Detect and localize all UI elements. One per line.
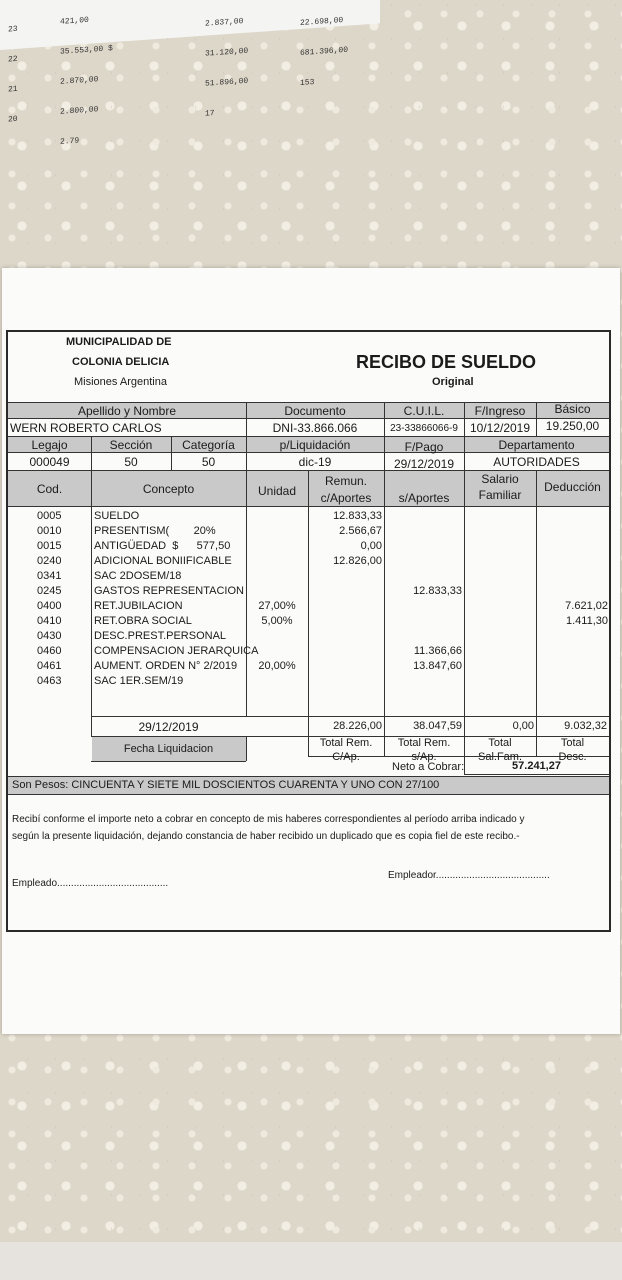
row-concept: GASTOS REPRESENTACION: [94, 585, 244, 597]
bg-number: 421,00: [60, 15, 89, 27]
bg-number: 22: [8, 54, 18, 65]
grid-line: [8, 418, 609, 419]
row-con-aportes: 2.566,67: [339, 525, 382, 537]
employee-section: 50: [124, 455, 138, 469]
liquidation-date-label: Fecha Liquidacion: [123, 743, 214, 755]
row-concept: ANTIGÜEDAD $ 577,50: [94, 540, 231, 552]
amount-in-words: Son Pesos: CINCUENTA Y SIETE MIL DOSCIENTOS CUARENTA Y UNO CON 27/100: [12, 779, 440, 791]
bg-number: 22.698,00: [300, 15, 344, 29]
label-fecha-pago: F/Pago: [404, 440, 444, 454]
label-departamento: Departamento: [498, 438, 575, 452]
row-concept: SAC 2DOSEM/18: [94, 570, 182, 582]
header-remun-2: c/Aportes: [320, 491, 372, 505]
row-concept: SUELDO: [94, 510, 140, 522]
row-code: 0010: [37, 525, 62, 537]
bg-number: 681.396,00: [300, 45, 349, 59]
label-total-sin-1: Total Rem.: [397, 737, 451, 749]
row-con-aportes: 12.826,00: [333, 555, 382, 567]
row-concept: COMPENSACION JERARQUICA: [94, 645, 259, 657]
row-code: 0460: [37, 645, 62, 657]
grid-line: [8, 436, 609, 437]
total-con-aportes: 28.226,00: [333, 720, 382, 732]
header-unidad: Unidad: [257, 484, 297, 498]
employee-category: 50: [201, 455, 216, 469]
row-concept: RET.JUBILACION: [94, 600, 183, 612]
receipt-statement-line2: según la presente liquidación, dejando constancia de haber recibido un duplicado que es copia fiel de este recibo.-: [12, 831, 520, 842]
header-salario-2: Familiar: [478, 488, 522, 502]
basic-salary: 19.250,00: [545, 419, 600, 433]
bg-number: 2.870,00: [60, 75, 99, 87]
employee-hire-date: 10/12/2019: [469, 421, 531, 435]
bg-number: 153: [300, 78, 315, 89]
row-code: 0400: [37, 600, 62, 612]
row-con-aportes: 0,00: [360, 540, 382, 552]
row-code: 0461: [37, 660, 62, 672]
label-total-desc-2: Desc.: [558, 751, 587, 763]
row-deduccion: 1.411,30: [565, 615, 608, 627]
employee-cuil: 23-33866066-9: [390, 423, 458, 434]
label-legajo: Legajo: [31, 438, 68, 452]
row-code: 0245: [37, 585, 62, 597]
bg-number: 31.120,00: [205, 46, 249, 59]
row-code: 0005: [37, 510, 62, 522]
background-column-2: [205, 0, 248, 140]
bg-number: 17: [205, 108, 215, 119]
liquidation-period: dic-19: [298, 455, 332, 469]
employee-signature-line: Empleado........................................: [12, 878, 169, 889]
org-name-line2: COLONIA DELICIA: [72, 356, 170, 368]
receipt-statement-line1: Recibí conforme el importe neto a cobrar en concepto de mis haberes correspondientes al período arriba indicado y: [12, 814, 525, 825]
grid-line: [91, 716, 609, 717]
row-concept: ADICIONAL BONIIFICABLE: [94, 555, 232, 567]
header-deduccion: Deducción: [544, 480, 601, 494]
total-sin-aportes: 38.047,59: [413, 720, 462, 732]
row-con-aportes: 12.833,33: [333, 510, 382, 522]
bg-number: 35.553,00 $: [60, 44, 113, 57]
row-code: 0015: [37, 540, 62, 552]
total-salario-familiar: 0,00: [512, 720, 534, 732]
org-location: Misiones Argentina: [74, 376, 167, 388]
row-concept: SAC 1ER.SEM/19: [94, 675, 184, 687]
employer-signature-line: Empleador.........................................: [388, 870, 550, 881]
row-code: 0341: [37, 570, 62, 582]
row-concept: RET.OBRA SOCIAL: [94, 615, 192, 627]
label-seccion: Sección: [109, 438, 153, 452]
background-column-3: [300, 0, 348, 109]
label-documento: Documento: [284, 404, 346, 418]
label-total-sin-2: s/Ap.: [411, 751, 437, 763]
salary-receipt-paper: [2, 268, 620, 1034]
bg-number: 51.896,00: [205, 76, 249, 89]
grid-line: [91, 761, 246, 762]
background-column-1: [60, 0, 113, 168]
payment-date: 29/12/2019: [393, 457, 455, 471]
label-categoria: Categoría: [182, 438, 235, 452]
receipt-frame: [6, 330, 611, 932]
row-unit: 27,00%: [258, 600, 296, 612]
neto-amount: 57.241,27: [512, 760, 561, 772]
label-basico: Básico: [554, 402, 591, 416]
row-unit: 5,00%: [261, 615, 293, 627]
row-concept: PRESENTISM( 20%: [94, 525, 216, 537]
row-code: 0430: [37, 630, 62, 642]
header-concepto: Concepto: [142, 482, 195, 496]
bottom-paper-strip: [0, 1242, 622, 1280]
row-concept: AUMENT. ORDEN N° 2/2019: [94, 660, 238, 672]
bg-number: 23: [8, 24, 18, 35]
row-unit: 20,00%: [258, 660, 296, 672]
row-sin-aportes: 12.833,33: [413, 585, 462, 597]
grid-line: [246, 736, 247, 761]
org-name-line1: MUNICIPALIDAD DE: [66, 336, 172, 348]
label-total-con-1: Total Rem.: [319, 737, 373, 749]
label-total-fam-1: Total: [488, 737, 512, 749]
grid-line: [8, 776, 609, 777]
row-deduccion: 7.621,02: [565, 600, 608, 612]
row-sin-aportes: 13.847,60: [413, 660, 462, 672]
label-cuil: C.U.I.L.: [403, 404, 445, 418]
header-codigo: Cod.: [36, 482, 63, 496]
label-apellido-nombre: Apellido y Nombre: [77, 404, 177, 418]
grid-line: [464, 774, 609, 775]
grid-line: [8, 794, 609, 795]
grid-line: [8, 452, 609, 453]
employee-name: WERN ROBERTO CARLOS: [10, 421, 162, 435]
bg-number: 2.800,00: [60, 105, 99, 117]
liquidation-date: 29/12/2019: [138, 720, 199, 734]
background-column-side: [8, 4, 27, 145]
employee-department: AUTORIDADES: [493, 455, 580, 469]
label-fecha-ingreso: F/Ingreso: [474, 404, 526, 418]
neto-label: Neto a Cobrar:: [392, 761, 465, 773]
row-code: 0240: [37, 555, 62, 567]
employee-legajo: 000049: [29, 455, 70, 469]
bg-number: 21: [8, 84, 18, 95]
document-copy-type: Original: [432, 376, 474, 388]
label-total-desc-1: Total: [560, 737, 585, 749]
row-concept: DESC.PREST.PERSONAL: [94, 630, 227, 642]
header-remun-1: Remun.: [324, 474, 368, 488]
label-total-con-2: C/Ap.: [332, 751, 360, 763]
concept-rows: [8, 510, 609, 710]
total-deducciones: 9.032,32: [564, 720, 607, 732]
bg-number: 2.79: [60, 136, 80, 147]
document-title: RECIBO DE SUELDO: [356, 352, 537, 372]
bg-number: 20: [8, 114, 18, 125]
header-salario-1: Salario: [481, 472, 519, 486]
label-periodo-liquidacion: p/Liquidación: [279, 438, 351, 452]
row-code: 0463: [37, 675, 62, 687]
bg-number: 2.837,00: [205, 16, 244, 29]
header-sin-aportes: s/Aportes: [398, 491, 450, 505]
employee-document: DNI-33.866.066: [272, 421, 358, 435]
row-sin-aportes: 11.366,66: [413, 645, 462, 657]
label-total-fam-2: Sal.Fam.: [477, 751, 522, 763]
row-code: 0410: [37, 615, 62, 627]
grid-line: [8, 402, 609, 403]
